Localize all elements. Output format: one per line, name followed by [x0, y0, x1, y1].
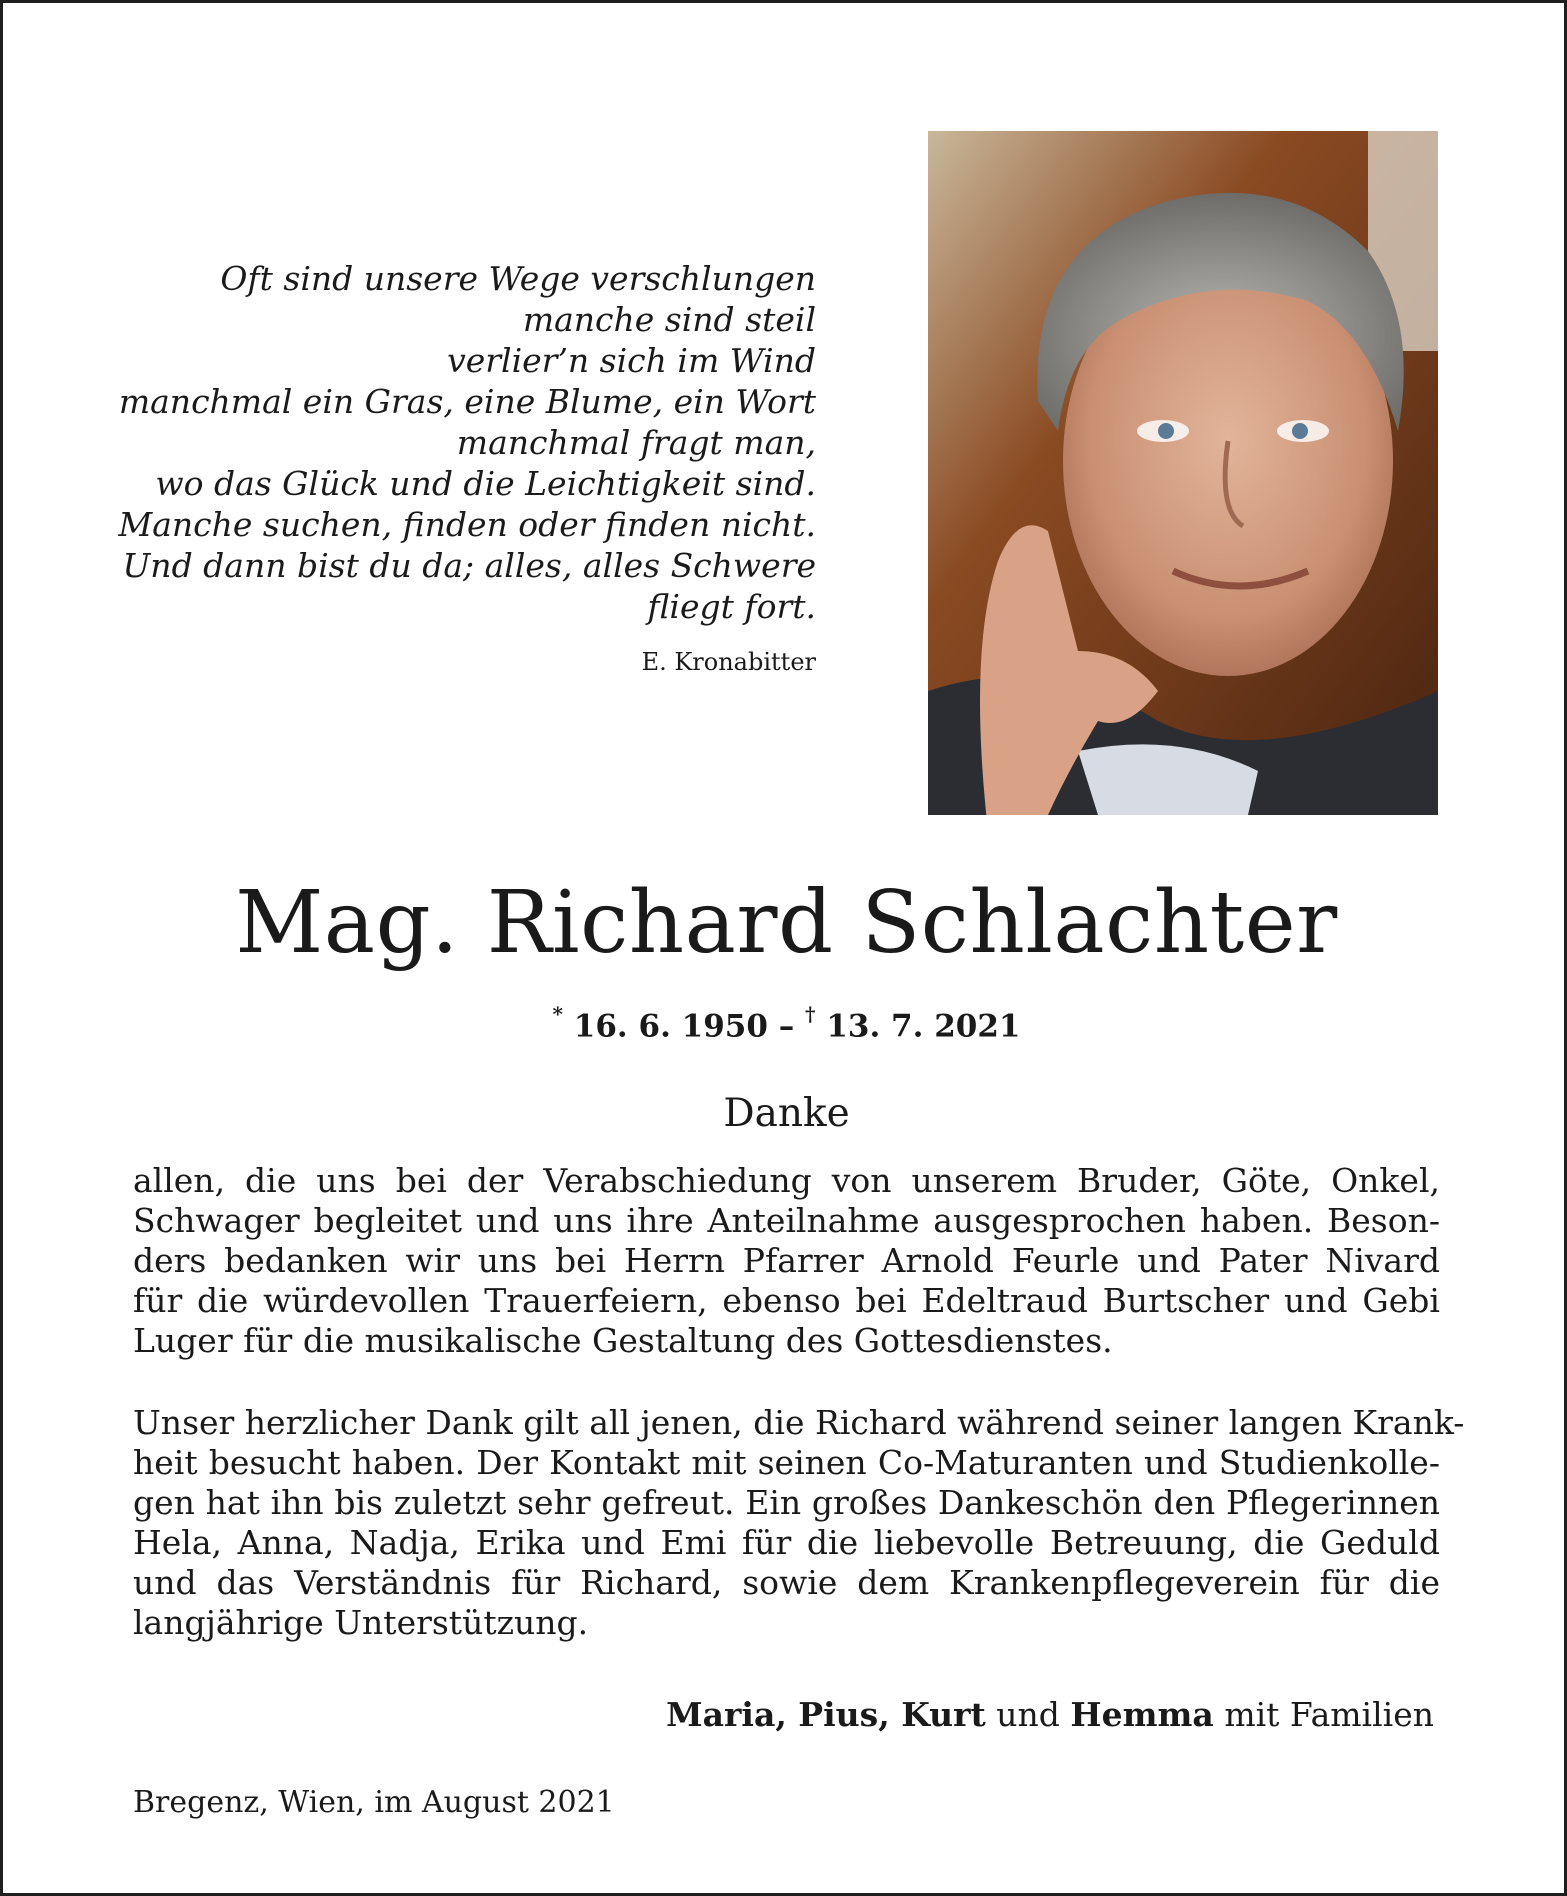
poem-author: E. Kronabitter	[641, 648, 816, 676]
signature-connector: und	[996, 1695, 1060, 1734]
birth-symbol: *	[552, 1002, 563, 1026]
text-line: Luger für die musikalische Gestaltung des Gottesdienstes.	[133, 1321, 1113, 1360]
poem-line: manchmal fragt man,	[456, 423, 816, 462]
life-dates	[3, 1002, 1567, 1045]
poem-line: wo das Glück und die Leichtigkeit sind.	[155, 464, 816, 503]
text-line: allen, die uns bei der Verabschiedung von unserem Bruder, Göte, Onkel,	[133, 1161, 1440, 1200]
text-line: Unser herzlicher Dank gilt all jenen, die Richard während seiner langen Krank-	[133, 1403, 1465, 1442]
poem-line: Oft sind unsere Wege verschlungen	[220, 259, 816, 298]
family-signature	[666, 1695, 1434, 1734]
poem-line: manchmal ein Gras, eine Blume, ein Wort	[118, 382, 816, 421]
signature-suffix: mit Familien	[1224, 1695, 1434, 1734]
text-line: ders bedanken wir uns bei Herrn Pfarrer Arnold Feurle und Pater Nivard	[133, 1241, 1440, 1280]
thanks-paragraph-1	[133, 1161, 1440, 1361]
death-date: 13. 7. 2021	[826, 1008, 1021, 1045]
poem-line: manche sind steil	[522, 300, 816, 339]
signature-names: Maria, Pius, Kurt	[666, 1695, 986, 1734]
text-line: gen hat ihn bis zuletzt sehr gefreut. Ein großes Dankeschön den Pflegerinnen	[133, 1483, 1440, 1522]
poem-line: fliegt fort.	[647, 587, 816, 626]
date-separator: –	[778, 1008, 795, 1045]
text-line: langjährige Unterstützung.	[133, 1603, 589, 1642]
poem-line: Und dann bist du da; alles, alles Schwere	[122, 546, 816, 585]
thanks-heading: Danke	[723, 1091, 850, 1136]
portrait-photo-icon	[928, 131, 1438, 815]
death-symbol: †	[805, 1002, 816, 1026]
poem-line: Manche suchen, finden oder finden nicht.	[118, 505, 816, 544]
portrait-photo	[928, 131, 1438, 815]
text-line: Schwager begleitet und uns ihre Anteilnahme ausgesprochen haben. Beson-	[133, 1201, 1440, 1240]
text-line: heit besucht haben. Der Kontakt mit seinen Co-Maturanten und Studienkolle-	[133, 1443, 1440, 1482]
poem-line: verlier’n sich im Wind	[447, 341, 816, 380]
birth-date: 16. 6. 1950	[573, 1008, 768, 1045]
text-line: Hela, Anna, Nadja, Erika und Emi für die liebevolle Betreuung, die Geduld	[133, 1523, 1440, 1562]
text-line: und das Verständnis für Richard, sowie dem Krankenpflegeverein für die	[133, 1563, 1440, 1602]
thanks-paragraph-2	[133, 1403, 1465, 1643]
poem	[83, 258, 816, 627]
place-date: Bregenz, Wien, im August 2021	[133, 1785, 615, 1820]
text-line: für die würdevollen Trauerfeiern, ebenso bei Edeltraud Burtscher und Gebi	[133, 1281, 1440, 1320]
deceased-name: Mag. Richard Schlachter	[235, 873, 1338, 973]
signature-last-name: Hemma	[1070, 1695, 1214, 1734]
